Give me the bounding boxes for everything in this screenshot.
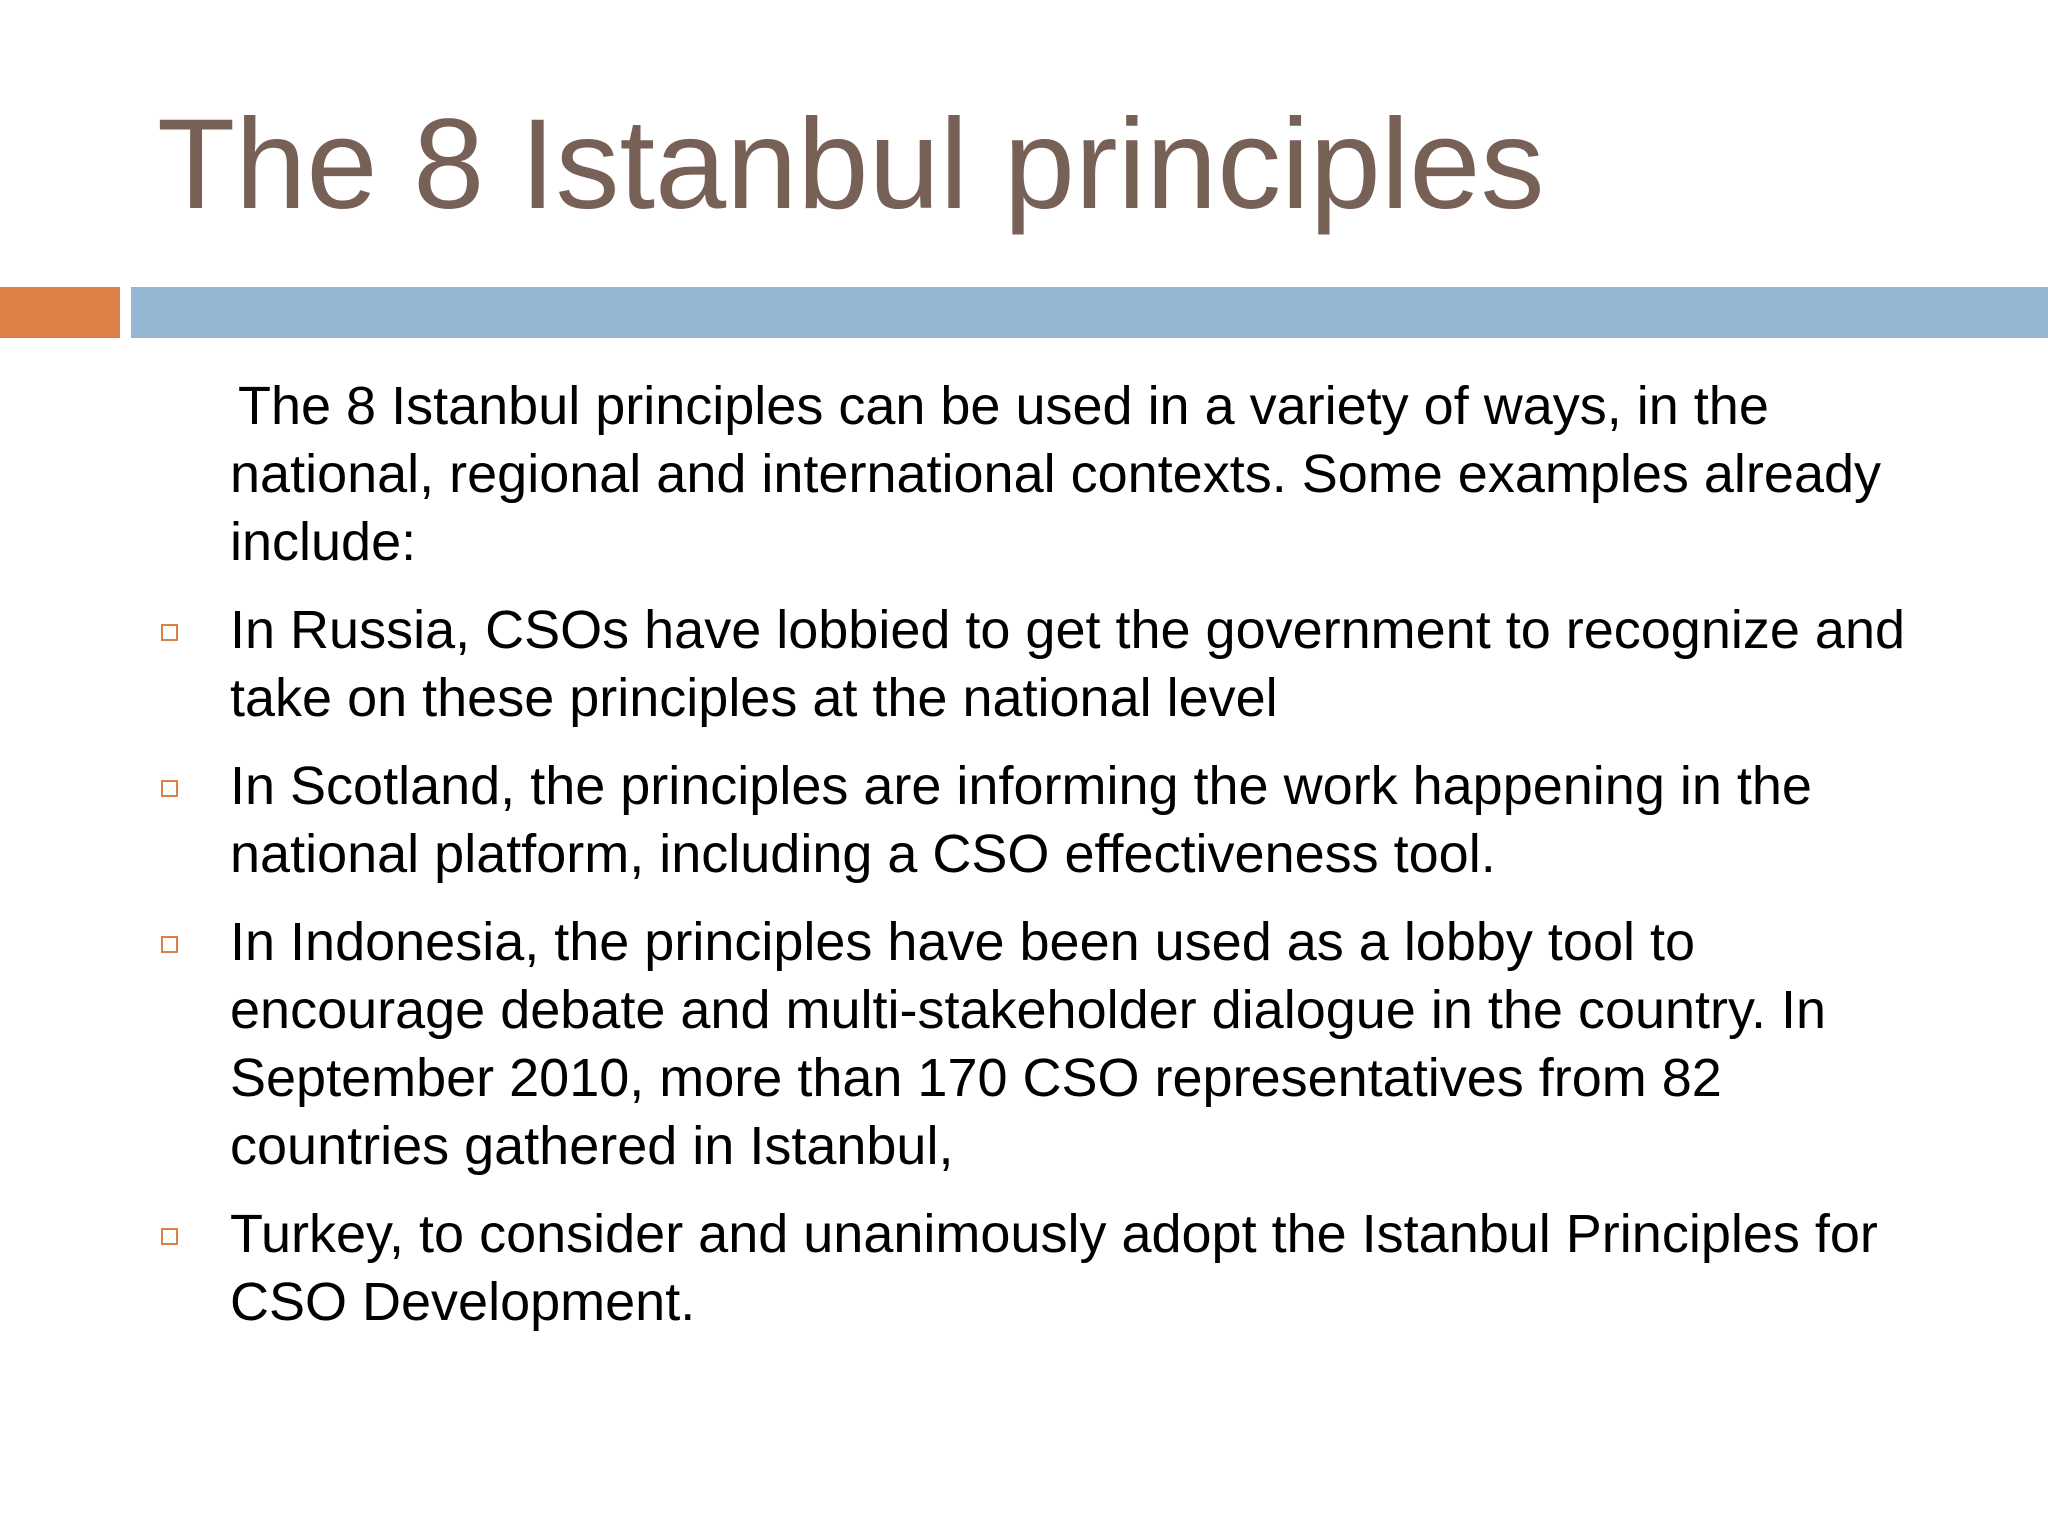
title-accent-bar-blue (131, 287, 2048, 338)
bullet-item-russia (157, 596, 1917, 732)
hollow-square-icon (161, 780, 178, 797)
bullet-text: Turkey, to consider and unanimously adopt the Istanbul Principles for CSO Development. (230, 1204, 1878, 1332)
hollow-square-icon (161, 624, 178, 641)
bullet-text: In Scotland, the principles are informing the work happening in the national platform, including a CSO effectiveness tool. (230, 756, 1812, 884)
bullet-item-turkey (157, 1200, 1917, 1336)
bullet-list (157, 596, 1917, 1336)
bullet-text: In Indonesia, the principles have been used as a lobby tool to encourage debate and multi-stakeholder dialogue in the country. In September 2010, more than 170 CSO representatives from 82 countries gathered in Istanbul, (230, 912, 1827, 1176)
bullet-text: In Russia, CSOs have lobbied to get the government to recognize and take on these principles at the national level (230, 600, 1906, 728)
title-accent-bar-orange (0, 287, 120, 338)
intro-text: The 8 Istanbul principles can be used in a variety of ways, in the national, regional and international contexts. Some examples already include: (230, 376, 1882, 572)
slide-body (157, 372, 1917, 1356)
bullet-item-indonesia (157, 908, 1917, 1180)
intro-paragraph (230, 372, 1917, 576)
hollow-square-icon (161, 1228, 178, 1245)
bullet-item-scotland (157, 752, 1917, 888)
hollow-square-icon (161, 936, 178, 953)
slide-title: The 8 Istanbul principles (157, 93, 1545, 236)
